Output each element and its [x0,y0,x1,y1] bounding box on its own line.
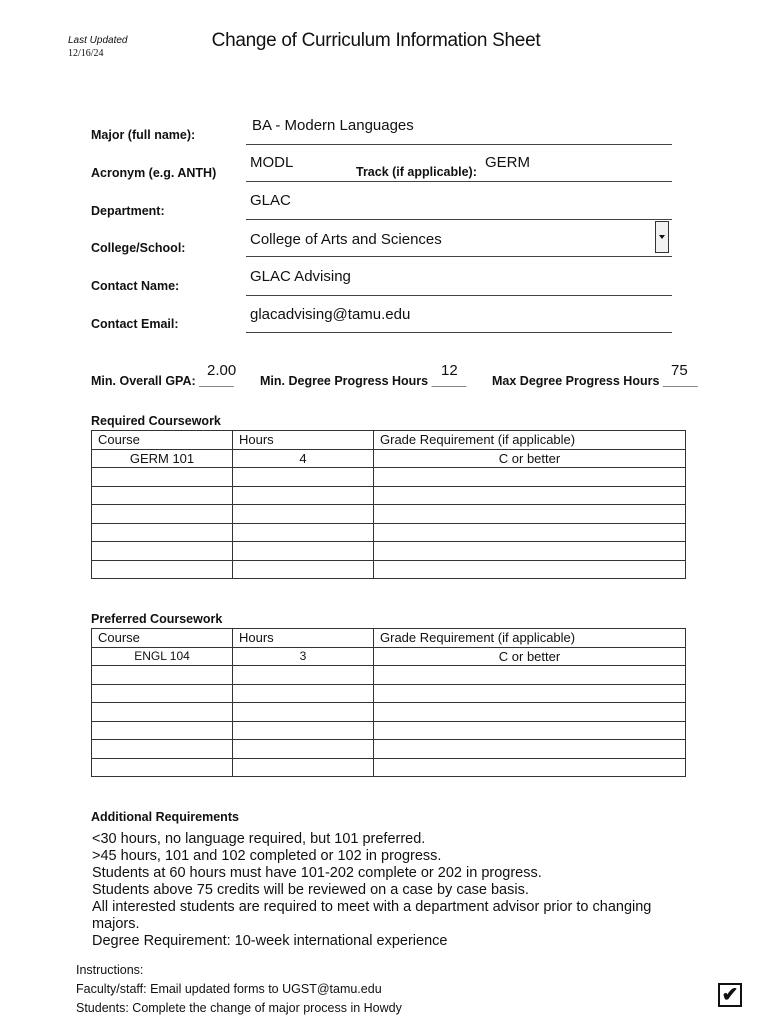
table-row [92,505,686,524]
header-course: Course [92,629,233,648]
department-field[interactable] [246,190,672,220]
grade-cell[interactable] [374,684,686,703]
acronym-track-row [246,152,672,182]
table-header-row [92,629,686,648]
min-gpa-value[interactable]: 2.00 [207,362,237,379]
major-value: BA - Modern Languages [252,117,414,134]
grade-cell[interactable] [374,468,686,487]
additional-requirements-text[interactable] [92,831,692,950]
grade-cell[interactable] [374,560,686,579]
min-hours-label: Min. Degree Progress Hours _____ [260,374,467,388]
requirement-line: majors. [92,916,140,932]
requirement-line: <30 hours, no language required, but 101 preferred. [92,831,426,847]
instructions-heading: Instructions: [76,963,144,977]
grade-cell[interactable] [374,758,686,777]
last-updated-label: Last Updated [68,35,128,46]
grade-cell[interactable]: C or better [374,449,686,468]
hours-cell[interactable] [233,486,374,505]
grade-cell[interactable] [374,740,686,759]
grade-cell[interactable] [374,542,686,561]
required-coursework-title: Required Coursework [91,414,221,428]
course-cell[interactable] [92,740,233,759]
contact-name-field[interactable] [246,266,672,296]
instructions-faculty: Faculty/staff: Email updated forms to UGST@tamu.edu [76,982,382,996]
track-label: Track (if applicable): [356,165,477,179]
table-row [92,684,686,703]
table-header-row [92,431,686,450]
hours-cell[interactable] [233,523,374,542]
hours-cell[interactable] [233,758,374,777]
table-row [92,703,686,722]
hours-cell[interactable]: 4 [233,449,374,468]
requirement-line: Students at 60 hours must have 101-202 complete or 202 in progress. [92,865,542,881]
table-row [92,666,686,685]
course-cell[interactable] [92,468,233,487]
acronym-value[interactable]: MODL [250,154,294,171]
college-dropdown-button[interactable] [655,221,669,253]
table-row [92,721,686,740]
confirm-checkbox[interactable] [718,983,742,1007]
requirement-line: Degree Requirement: 10-week international experience [92,933,448,949]
grade-cell[interactable] [374,666,686,685]
contact-name-label: Contact Name: [91,279,180,293]
major-field[interactable] [246,115,672,145]
contact-email-field[interactable] [246,304,672,333]
instructions [76,961,402,1018]
table-row [92,468,686,487]
course-cell[interactable]: ENGL 104 [92,647,233,666]
hours-cell[interactable] [233,560,374,579]
acronym-label: Acronym (e.g. ANTH) [91,166,217,180]
requirement-line: Students above 75 credits will be reviewed on a case by case basis. [92,882,529,898]
course-cell[interactable] [92,666,233,685]
department-label: Department: [91,204,165,218]
last-updated-date: 12/16/24 [68,48,104,59]
table-row [92,560,686,579]
additional-requirements-title: Additional Requirements [91,810,239,824]
header-course: Course [92,431,233,450]
hours-cell[interactable]: 3 [233,647,374,666]
hours-cell[interactable] [233,740,374,759]
course-cell[interactable] [92,721,233,740]
course-cell[interactable] [92,758,233,777]
max-hours-label: Max Degree Progress Hours _____ [492,374,698,388]
min-hours-value[interactable]: 12 [441,362,458,379]
header-hours: Hours [233,431,374,450]
max-hours-value[interactable]: 75 [671,362,688,379]
instructions-students: Students: Complete the change of major process in Howdy [76,1001,402,1015]
table-row [92,758,686,777]
hours-cell[interactable] [233,468,374,487]
contact-email-value: glacadvising@tamu.edu [250,306,411,323]
table-row [92,523,686,542]
preferred-coursework-table [91,628,686,777]
requirement-line: >45 hours, 101 and 102 completed or 102 in progress. [92,848,442,864]
grade-cell[interactable] [374,523,686,542]
preferred-coursework-title: Preferred Coursework [91,612,223,626]
header-grade: Grade Requirement (if applicable) [374,629,686,648]
course-cell[interactable] [92,505,233,524]
header-grade: Grade Requirement (if applicable) [374,431,686,450]
course-cell[interactable] [92,703,233,722]
hours-cell[interactable] [233,505,374,524]
hours-cell[interactable] [233,666,374,685]
grade-cell[interactable] [374,721,686,740]
major-label: Major (full name): [91,128,196,142]
course-cell[interactable]: GERM 101 [92,449,233,468]
table-row [92,647,686,666]
hours-cell[interactable] [233,684,374,703]
page-title: Change of Curriculum Information Sheet [211,30,541,51]
table-row [92,486,686,505]
hours-cell[interactable] [233,542,374,561]
table-row [92,449,686,468]
chevron-down-icon [659,235,665,239]
college-value: College of Arts and Sciences [250,231,442,248]
course-cell[interactable] [92,542,233,561]
header-hours: Hours [233,629,374,648]
course-cell[interactable] [92,523,233,542]
grade-cell[interactable] [374,703,686,722]
college-label: College/School: [91,241,186,255]
min-gpa-label: Min. Overall GPA: _____ [91,374,234,388]
requirement-line: All interested students are required to meet with a department advisor prior to changing [92,899,652,915]
hours-cell[interactable] [233,703,374,722]
course-cell[interactable] [92,486,233,505]
grade-cell[interactable] [374,486,686,505]
track-value[interactable]: GERM [485,154,530,171]
college-select[interactable] [246,228,672,257]
course-cell[interactable] [92,684,233,703]
table-row [92,542,686,561]
required-coursework-table [91,430,686,579]
contact-email-label: Contact Email: [91,317,179,331]
checkmark-icon: ✔ [721,984,739,1006]
course-cell[interactable] [92,560,233,579]
contact-name-value: GLAC Advising [250,268,351,285]
department-value: GLAC [250,192,291,209]
hours-cell[interactable] [233,721,374,740]
table-row [92,740,686,759]
grade-cell[interactable] [374,505,686,524]
grade-cell[interactable]: C or better [374,647,686,666]
